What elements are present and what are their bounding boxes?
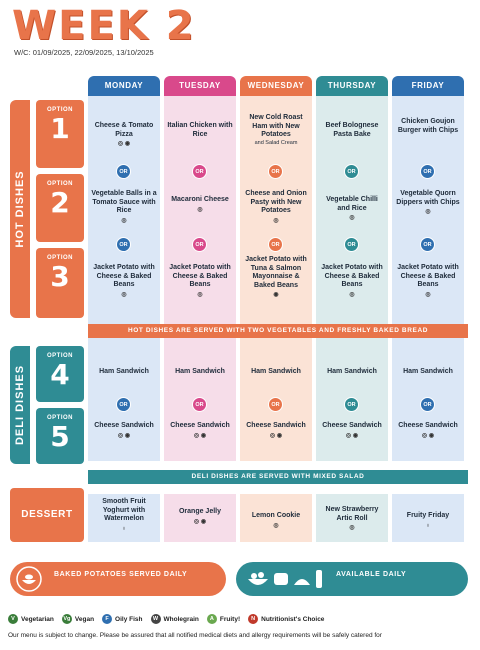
menu-cell — [392, 118, 464, 135]
option-5-block — [36, 408, 84, 464]
or-badge: OR — [344, 397, 359, 412]
or-badge: OR — [268, 237, 283, 252]
day-header-tuesday: TUESDAY — [164, 76, 236, 96]
dish-name: Lemon Cookie — [251, 512, 301, 519]
section-hot-label: HOT DISHES — [14, 170, 26, 248]
option-label: OPTION — [46, 107, 73, 113]
menu-cell — [164, 196, 236, 214]
dish-badges: ◎ ◉ — [345, 432, 359, 439]
dish-name: Cheese & Tomato Pizza — [94, 122, 154, 138]
dish-name: Cheese Sandwich — [398, 422, 458, 429]
dish-badges: ♁ — [121, 525, 127, 532]
dish-name: Jacket Potato with Cheese & Baked Beans — [321, 264, 383, 288]
option-2-block — [36, 174, 84, 242]
dish-badges: ◎ — [425, 291, 431, 298]
or-badge: OR — [116, 164, 131, 179]
dish-name: Cheese Sandwich — [170, 422, 230, 429]
option-number: 3 — [50, 260, 70, 293]
menu-cell — [164, 264, 236, 299]
dish-badges: ♁ — [425, 522, 431, 529]
dish-badges: ◎ — [349, 291, 355, 298]
option-1-block — [36, 100, 84, 168]
dish-name: Smooth Fruit Yoghurt with Watermelon — [102, 498, 146, 522]
menu-cell — [88, 264, 160, 299]
section-deli-dishes — [10, 346, 30, 464]
menu-cell — [164, 122, 236, 139]
legend-label: Fruity! — [219, 615, 241, 623]
dish-name: Cheese and Onion Pasty with New Potatoes — [245, 190, 307, 214]
available-daily-title: AVAILABLE DAILY — [336, 571, 407, 578]
menu-cell — [88, 122, 160, 148]
menu-cell — [88, 422, 160, 440]
menu-cell — [240, 114, 312, 147]
dish-badges: ◎ — [197, 291, 203, 298]
section-dessert: DESSERT — [10, 488, 84, 542]
dietary-legend — [8, 612, 474, 626]
dish-badges: ◎ ◉ — [117, 141, 131, 147]
or-badge: OR — [116, 397, 131, 412]
legend-item — [151, 614, 199, 624]
baked-potatoes-title: BAKED POTATOES SERVED DAILY — [54, 571, 188, 578]
section-hot-dishes — [10, 100, 30, 318]
dish-name: Chicken Goujon Burger with Chips — [397, 118, 459, 134]
legend-label: Oily Fish — [115, 615, 143, 623]
option-label: OPTION — [46, 255, 73, 261]
or-badge: OR — [268, 164, 283, 179]
hot-dishes-banner: HOT DISHES ARE SERVED WITH TWO VEGETABLES AND FRESHLY BAKED BREAD — [88, 324, 468, 338]
dish-badges: ◎ — [121, 291, 127, 298]
option-number: 4 — [50, 358, 70, 391]
option-label: OPTION — [46, 415, 73, 421]
option-3-block — [36, 248, 84, 318]
dish-name: Cheese Sandwich — [246, 422, 306, 429]
dish-badges: ◎ — [425, 209, 431, 215]
legend-label: Vegan — [74, 615, 95, 623]
menu-cell — [240, 256, 312, 299]
wholegrain-icon: W — [151, 614, 161, 624]
legend-label: Vegetarian — [21, 615, 54, 623]
oily-fish-icon: F — [102, 614, 112, 624]
menu-cell — [316, 264, 388, 299]
menu-cell — [164, 368, 236, 377]
fruity-icon: A — [207, 614, 217, 624]
legend-label: Wholegrain — [163, 615, 199, 623]
dish-name: Cheese Sandwich — [322, 422, 382, 429]
option-label: OPTION — [46, 181, 73, 187]
menu-cell — [240, 422, 312, 440]
section-deli-label: DELI DISHES — [14, 364, 26, 446]
dish-badges: ◎ ◉ — [421, 432, 435, 439]
dish-name: Jacket Potato with Tuna & Salmon Mayonnaise & Baked Beans — [245, 256, 307, 289]
dish-name: Vegetable Chilli and Rice — [326, 196, 378, 212]
or-badge: OR — [268, 397, 283, 412]
legend-item — [207, 614, 240, 624]
menu-cell — [392, 494, 464, 542]
day-header-monday: MONDAY — [88, 76, 160, 96]
or-badge: OR — [344, 237, 359, 252]
menu-cell — [392, 422, 464, 440]
menu-cell — [316, 422, 388, 440]
vegetarian-icon: V — [8, 614, 18, 624]
or-badge: OR — [420, 237, 435, 252]
menu-cell — [88, 190, 160, 225]
dish-badges: ◉ — [273, 292, 279, 298]
option-number: 2 — [50, 186, 70, 219]
deli-dishes-banner: DELI DISHES ARE SERVED WITH MIXED SALAD — [88, 470, 468, 484]
menu-cell — [316, 196, 388, 222]
menu-cell — [316, 122, 388, 139]
menu-cell — [392, 190, 464, 216]
or-badge: OR — [192, 164, 207, 179]
menu-cell — [316, 368, 388, 377]
vegan-icon: Vg — [63, 616, 71, 622]
dish-name: New Cold Roast Ham with New Potatoes — [249, 114, 303, 138]
dish-name: Beef Bolognese Pasta Bake — [325, 122, 379, 138]
menu-cell — [240, 190, 312, 225]
dish-name: Ham Sandwich — [403, 368, 453, 375]
dish-name: Jacket Potato with Cheese & Baked Beans — [169, 264, 231, 288]
salad-bread-icon — [246, 567, 326, 591]
menu-cell — [88, 368, 160, 377]
dish-name: Ham Sandwich — [99, 368, 149, 375]
legend-item — [8, 614, 54, 624]
dish-name: Ham Sandwich — [251, 368, 301, 375]
or-badge: OR — [420, 397, 435, 412]
week-commencing: W/C: 01/09/2025, 22/09/2025, 13/10/2025 — [14, 48, 154, 57]
menu-cell — [392, 264, 464, 299]
dish-name: New Strawberry Artic Roll — [325, 506, 379, 522]
menu-cell — [240, 494, 312, 542]
dish-name: Ham Sandwich — [327, 368, 377, 375]
potato-bowl-icon — [16, 566, 42, 592]
option-number: 1 — [50, 112, 70, 145]
menu-cell — [316, 494, 388, 542]
legend-item — [102, 614, 142, 624]
menu-cell — [240, 368, 312, 377]
dish-badges: ◎ — [273, 522, 279, 529]
legend-item — [62, 614, 94, 624]
menu-cell — [164, 422, 236, 440]
dish-badges: ◎ — [349, 215, 355, 221]
legend-label: Nutritionist's Choice — [261, 615, 325, 623]
legend-item — [248, 614, 324, 624]
day-header-wednesday: WEDNESDAY — [240, 76, 312, 96]
or-badge: OR — [344, 164, 359, 179]
dish-badges: ◎ — [197, 206, 203, 213]
or-badge: OR — [192, 237, 207, 252]
dish-badges: ◎ ◉ — [193, 432, 207, 439]
dish-name: Cheese Sandwich — [94, 422, 154, 429]
dish-name: Fruity Friday — [406, 512, 450, 519]
dish-name: Jacket Potato with Cheese & Baked Beans — [93, 264, 155, 288]
dish-name: Ham Sandwich — [175, 368, 225, 375]
dish-name: Vegetable Quorn Dippers with Chips — [396, 190, 460, 206]
dish-name: Italian Chicken with Rice — [167, 122, 233, 138]
option-4-block — [36, 346, 84, 402]
or-badge: OR — [192, 397, 207, 412]
dish-badges: ◎ ◉ — [117, 432, 131, 439]
page-title: WEEK 2 — [12, 3, 196, 49]
menu-cell — [164, 494, 236, 542]
menu-cell — [392, 368, 464, 377]
nutritionist-choice-icon: N — [248, 614, 258, 624]
dish-badges: ◎ — [273, 217, 279, 224]
available-daily-pill — [236, 562, 468, 596]
dish-badges: ◎ ◉ — [269, 432, 283, 439]
baked-potatoes-pill — [10, 562, 226, 596]
or-badge: OR — [116, 237, 131, 252]
dish-badges: ◎ — [121, 217, 127, 224]
option-label: OPTION — [46, 353, 73, 359]
dish-name: Vegetable Balls in a Tomato Sauce with Rice — [91, 190, 157, 214]
dish-badges: ◎ — [349, 525, 355, 531]
day-header-thursday: THURSDAY — [316, 76, 388, 96]
menu-cell — [88, 494, 160, 542]
dish-subtext: and Salad Cream — [254, 139, 298, 146]
option-number: 5 — [50, 420, 70, 453]
day-header-friday: FRIDAY — [392, 76, 464, 96]
footer-disclaimer: Our menu is subject to change. Please be assured that all notified medical diets and allergy requirements will be safely catered for — [8, 632, 382, 639]
dish-name: Macaroni Cheese — [171, 196, 229, 203]
dish-badges: ◎ ◉ — [193, 518, 207, 525]
dish-name: Jacket Potato with Cheese & Baked Beans — [397, 264, 459, 288]
or-badge: OR — [420, 164, 435, 179]
dish-name: Orange Jelly — [178, 508, 222, 515]
